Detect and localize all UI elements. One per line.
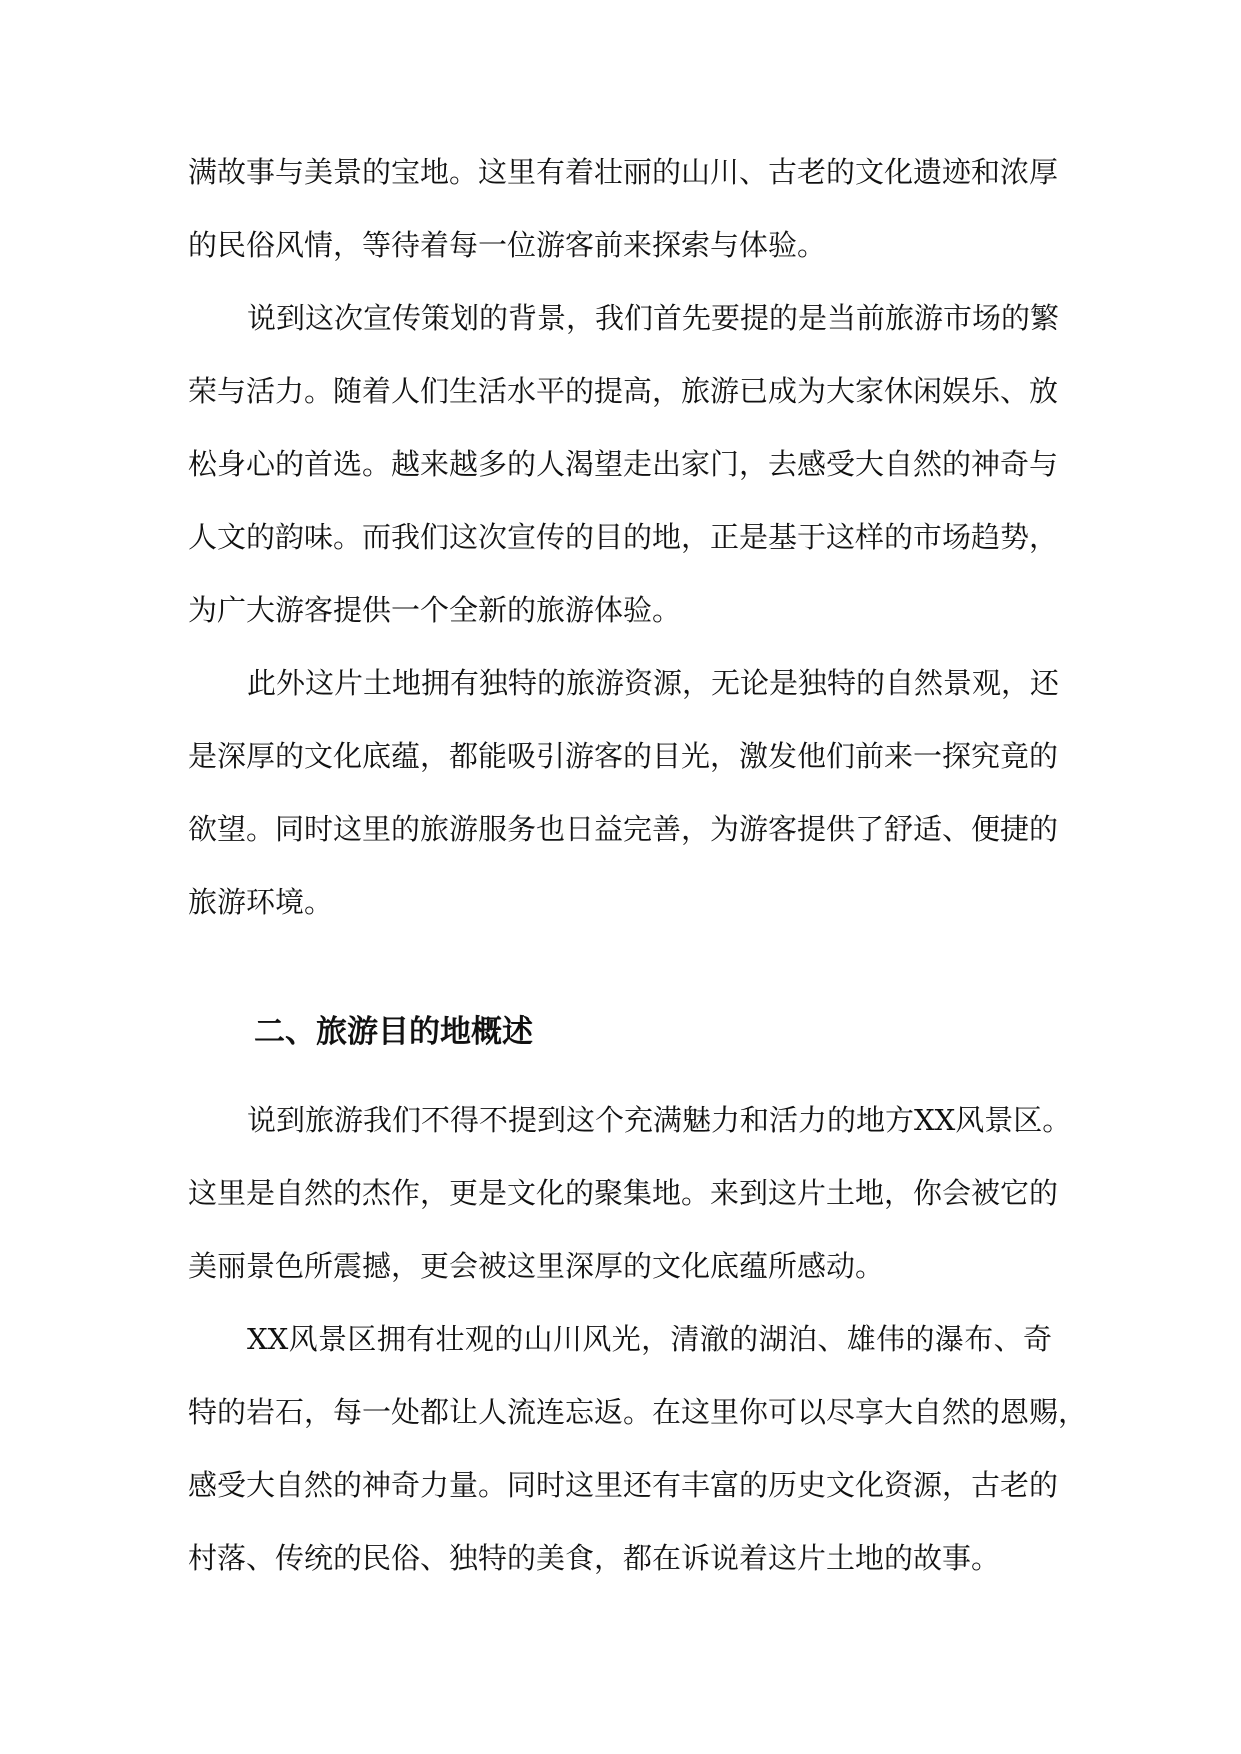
text-line-content: 村落、传统的民俗、独特的美食，都在诉说着这片土地的故事。 [188,1541,1001,1575]
text-line-content: XX风景区拥有壮观的山川风光，清澈的湖泊、雄伟的瀑布、奇 [247,1322,1052,1356]
text-line [0,371,1241,411]
text-line [0,809,1241,849]
section-heading-text: 二、旅游目的地概述 [254,1014,533,1050]
text-line [0,1319,1241,1359]
text-line-content: 说到这次宣传策划的背景，我们首先要提的是当前旅游市场的繁 [247,301,1060,335]
text-line [0,298,1241,338]
text-line-content: 特的岩石，每一处都让人流连忘返。在这里你可以尽享大自然的恩赐， [188,1395,1088,1429]
text-line-content: 松身心的首选。越来越多的人渴望走出家门，去感受大自然的神奇与 [188,447,1059,481]
text-line [0,1246,1241,1286]
text-line-content: 荣与活力。随着人们生活水平的提高，旅游已成为大家休闲娱乐、放 [188,374,1059,408]
text-line-content: 美丽景色所震撼，更会被这里深厚的文化底蕴所感动。 [188,1249,885,1283]
text-line [0,882,1241,922]
text-line [0,736,1241,776]
text-line-content: 说到旅游我们不得不提到这个充满魅力和活力的地方XX风景区。 [247,1103,1072,1137]
text-line-content: 感受大自然的神奇力量。同时这里还有丰富的历史文化资源，古老的 [188,1468,1059,1502]
text-line [0,1100,1241,1140]
section-heading [0,1010,1241,1054]
text-line [0,517,1241,557]
text-line-content: 这里是自然的杰作，更是文化的聚集地。来到这片土地，你会被它的 [188,1176,1059,1210]
text-line [0,1173,1241,1213]
text-line-content: 为广大游客提供一个全新的旅游体验。 [188,593,682,627]
text-line-content: 是深厚的文化底蕴，都能吸引游客的目光，激发他们前来一探究竟的 [188,739,1059,773]
text-line-content: 欲望。同时这里的旅游服务也日益完善，为游客提供了舒适、便捷的 [188,812,1059,846]
text-line [0,590,1241,630]
text-line [0,663,1241,703]
text-line [0,444,1241,484]
text-line-content: 此外这片土地拥有独特的旅游资源，无论是独特的自然景观，还 [247,666,1060,700]
text-line-content: 旅游环境。 [188,885,334,919]
text-line-content: 满故事与美景的宝地。这里有着壮丽的山川、古老的文化遗迹和浓厚 [188,155,1059,189]
text-line [0,152,1241,192]
text-line [0,1538,1241,1578]
text-line [0,225,1241,265]
text-line [0,1392,1241,1432]
text-line [0,1465,1241,1505]
text-line-content: 的民俗风情，等待着每一位游客前来探索与体验。 [188,228,827,262]
text-line-content: 人文的韵味。而我们这次宣传的目的地，正是基于这样的市场趋势， [188,520,1059,554]
